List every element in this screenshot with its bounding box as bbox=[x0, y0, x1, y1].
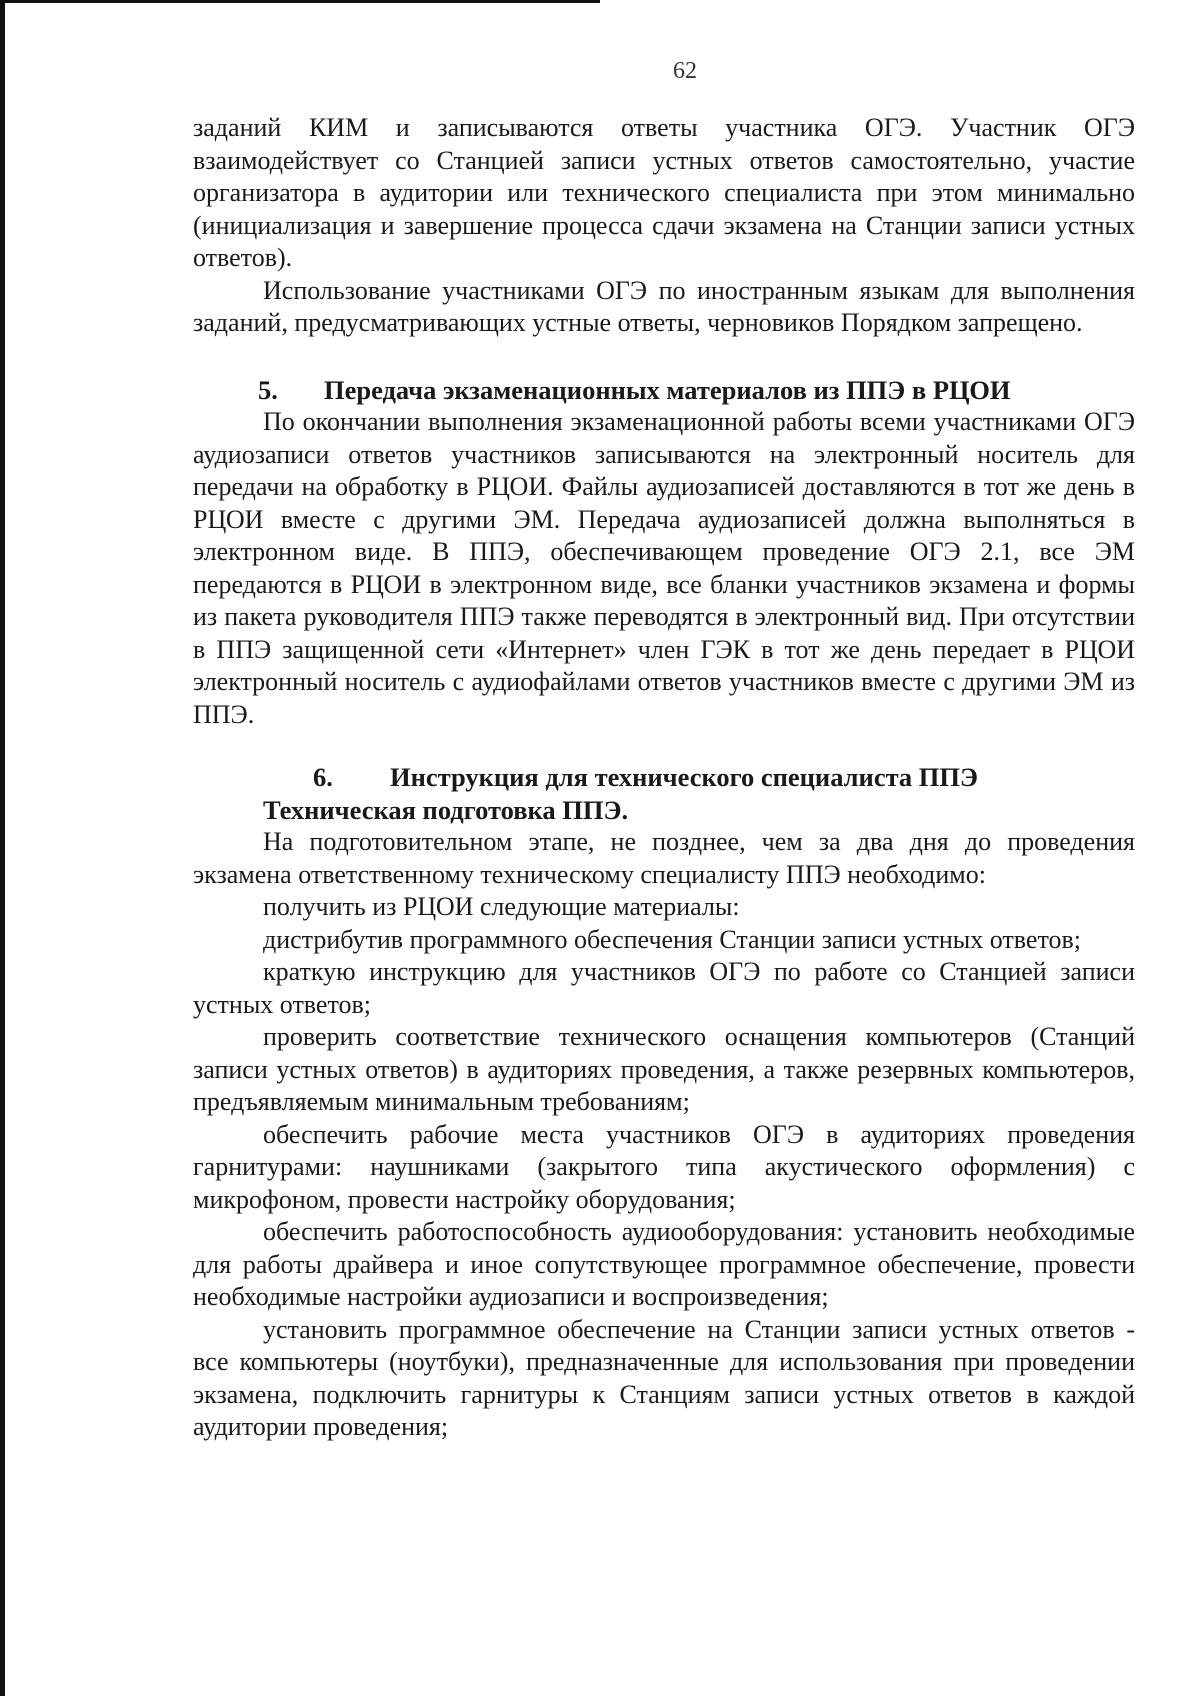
scan-border-left bbox=[0, 0, 5, 1696]
document-body bbox=[193, 112, 1135, 1444]
section-6-paragraph-6: обеспечить рабочие места участников ОГЭ в аудиториях проведения гарнитурами: наушниками (закрытого типа акустического оформления) с микрофоном, провести настройку оборудования; bbox=[193, 1119, 1135, 1214]
section-6-paragraph-5: проверить соответствие технического оснащения компьютеров (Станций записи устных ответов) в аудиториях проведения, а также резервных компьютеров, предъявляемым минимальным требованиям; bbox=[193, 1022, 1135, 1116]
section-6-paragraph-8: установить программное обеспечение на Станции записи устных ответов - все компьютеры (ноутбуки), предназначенные для использования при проведении экзамена, подключить гарнитуры к Станциям записи устных ответов в каждой аудитории проведения; bbox=[193, 1314, 1135, 1441]
section-6-number: 6. bbox=[313, 762, 333, 792]
section-5-heading bbox=[193, 374, 1135, 407]
intro-paragraph-1: заданий КИМ и записываются ответы участника ОГЭ. Участник ОГЭ взаимодействует со Станцией записи устных ответов самостоятельно, участие организатора в аудитории или технического специалиста при этом минимально (инициализация и завершение процесса сдачи экзамена на Станции записи устных ответов). bbox=[193, 113, 1135, 272]
intro-paragraph-2: Использование участниками ОГЭ по иностранным языкам для выполнения заданий, предусматривающих устные ответы, черновиков Порядком запрещено. bbox=[193, 275, 1135, 337]
section-5-title: Передача экзаменационных материалов из ППЭ в РЦОИ bbox=[324, 374, 1011, 405]
section-6-paragraph-7: обеспечить работоспособность аудиооборудования: установить необходимые для работы драйвера и иное сопутствующее программное обеспечение, провести необходимые настройки аудиозаписи и воспроизведения; bbox=[193, 1217, 1135, 1311]
section-5-paragraph: По окончании выполнения экзаменационной работы всеми участниками ОГЭ аудиозаписи ответов участников записываются на электронный носитель для передачи на обработку в РЦОИ. Файлы аудиозаписей доставляются в тот же день в РЦОИ вместе с другими ЭМ. Передача аудиозаписей должна выполняться в электронном виде. В ППЭ, обеспечивающем проведение ОГЭ 2.1, все ЭМ передаются в РЦОИ в электронном виде, все бланки участников экзамена и формы из пакета руководителя ППЭ также переводятся в электронный вид. При отсутствии в ППЭ защищенной сети «Интернет» член ГЭК в тот же день передает в РЦОИ электронный носитель с аудиофайлами ответов участников вместе с другими ЭМ из ППЭ. bbox=[193, 407, 1135, 729]
section-6-paragraph-3: дистрибутив программного обеспечения Станции записи устных ответов; bbox=[263, 924, 1081, 954]
section-6-paragraph-1: На подготовительном этапе, не позднее, чем за два дня до проведения экзамена ответственному техническому специалисту ППЭ необходимо: bbox=[193, 827, 1135, 889]
page-number: 62 bbox=[673, 58, 697, 84]
section-6-paragraph-2: получить из РЦОИ следующие материалы: bbox=[263, 892, 740, 921]
section-6-heading bbox=[193, 761, 1135, 794]
section-6-paragraph-4: краткую инструкцию для участников ОГЭ по работе со Станцией записи устных ответов; bbox=[193, 957, 1135, 1019]
section-5-number: 5. bbox=[258, 374, 278, 405]
scan-border-top bbox=[0, 0, 600, 3]
section-6-subheading: Техническая подготовка ППЭ. bbox=[263, 794, 629, 825]
section-6-title: Инструкция для технического специалиста ППЭ bbox=[390, 762, 978, 792]
